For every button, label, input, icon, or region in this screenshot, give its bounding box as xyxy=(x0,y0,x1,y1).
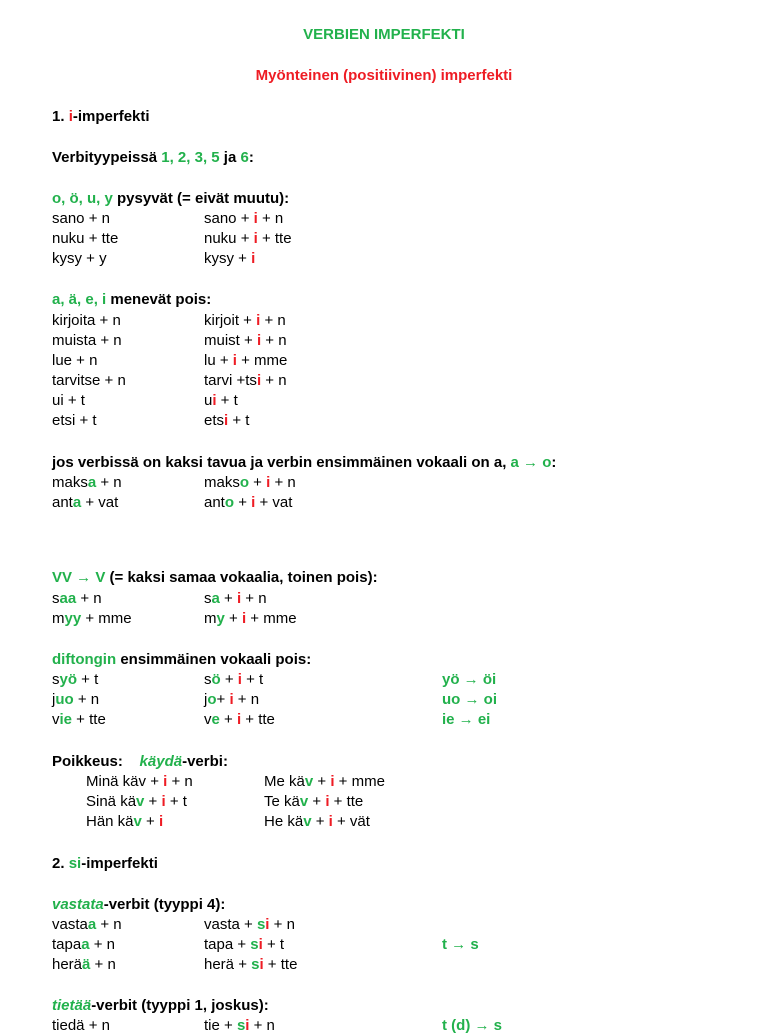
example-row: syö + t sö + i + t yö → öi xyxy=(52,671,497,688)
verb-types-line: Verbityypeissä 1, 2, 3, 5 ja 6: xyxy=(52,149,254,166)
example-row: juo + n jo+ i + n uo → oi xyxy=(52,691,497,708)
example-row: myy + mme my + i + mme xyxy=(52,610,297,627)
example-row: tapaa + n tapa + si + t t → s xyxy=(52,936,479,953)
example-row: tarvitse + n tarvi +tsi + n xyxy=(52,372,287,389)
group-heading: a, ä, e, i menevät pois: xyxy=(52,291,212,308)
example-row: lue + n lu + i + mme xyxy=(52,352,288,369)
example-row: ui + t ui + t xyxy=(52,392,238,409)
example-row: vastaa + n vasta + si + n xyxy=(52,916,295,933)
example-row: Hän käv + i He käv + i + vät xyxy=(86,813,370,830)
example-row: nuku + tte nuku + i + tte xyxy=(52,230,292,247)
section-1-heading: 1. i-imperfekti xyxy=(52,108,150,125)
group-heading: tietää-verbit (tyyppi 1, joskus): xyxy=(52,997,269,1014)
example-row: etsi + t etsi + t xyxy=(52,412,250,429)
example-row: herää + n herä + si + tte xyxy=(52,956,298,973)
section-2-heading: 2. si-imperfekti xyxy=(52,855,158,872)
example-row: kysy + y kysy + i xyxy=(52,250,256,267)
page-title: VERBIEN IMPERFEKTI xyxy=(303,26,465,43)
example-row: sano + n sano + i + n xyxy=(52,210,284,227)
example-row: kirjoita + n kirjoit + i + n xyxy=(52,312,286,329)
example-row: muista + n muist + i + n xyxy=(52,332,287,349)
example-row: Minä käv + i + n Me käv + i + mme xyxy=(86,773,385,790)
example-row: saa + n sa + i + n xyxy=(52,590,267,607)
group-heading: Poikkeus: käydä-verbi: xyxy=(52,753,228,770)
page-subtitle: Myönteinen (positiivinen) imperfekti xyxy=(255,67,513,84)
group-heading: o, ö, u, y pysyvät (= eivät muutu): xyxy=(52,190,290,207)
group-heading: VV → V (= kaksi samaa vokaalia, toinen pois): xyxy=(52,569,378,586)
example-row: vie + tte ve + i + tte ie → ei xyxy=(52,711,491,728)
example-row: anta + vat anto + i + vat xyxy=(52,494,293,511)
example-row: tiedä + n tie + si + n t (d) → s xyxy=(52,1017,502,1034)
group-heading: diftongin ensimmäinen vokaali pois: xyxy=(52,651,312,668)
example-row: Sinä käv + i + t Te käv + i + tte xyxy=(86,793,364,810)
group-heading: jos verbissä on kaksi tavua ja verbin ensimmäinen vokaali on a, a → o: xyxy=(52,454,557,471)
group-heading: vastata-verbit (tyyppi 4): xyxy=(52,896,226,913)
example-row: maksa + n makso + i + n xyxy=(52,474,296,491)
